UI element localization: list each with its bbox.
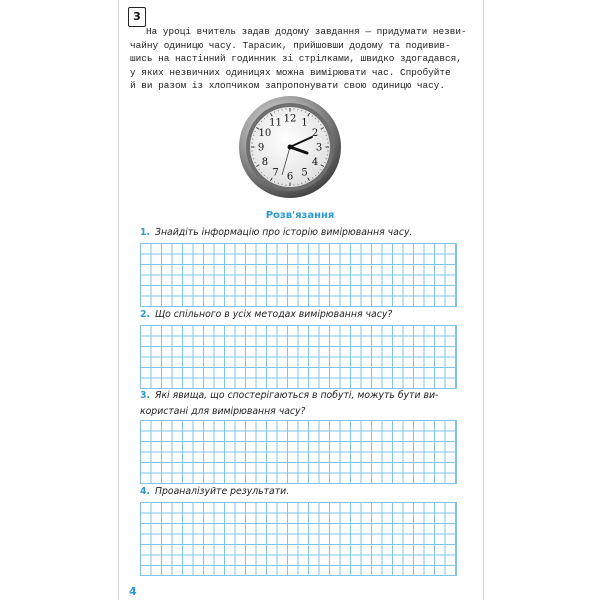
task-text-line: шись на настінний годинник зі стрілками, швидко здогадався,	[130, 53, 462, 65]
clock-center-pin	[288, 145, 293, 150]
clock-numeral: 6	[286, 171, 294, 183]
task-text-line: у яких незвичних одиницях можна вимірювати час. Спробуйте	[130, 66, 451, 78]
question-3	[140, 388, 480, 420]
clock-numeral: 2	[311, 128, 319, 139]
task-text-line: й ви разом із хлопчиком запропонувати свою одиницю часу.	[130, 80, 446, 92]
answer-grid-3[interactable]	[140, 420, 457, 484]
question-number: 3.	[140, 390, 151, 401]
question-text: користані для вимірювання часу?	[140, 406, 306, 417]
task-text-line: На уроці вчитель задав додому завдання — придумати незви-	[146, 26, 467, 37]
clock-numeral: 3	[315, 142, 323, 154]
question-number: 1.	[140, 227, 151, 238]
page-number: 4	[129, 585, 137, 598]
answer-grid-2[interactable]	[140, 325, 457, 389]
task-text	[130, 25, 474, 93]
solution-title: Розв'язання	[265, 210, 335, 221]
clock-numeral: 4	[311, 157, 319, 168]
clock-numeral: 10	[258, 128, 272, 139]
question-2	[140, 307, 480, 323]
task-text-line: чайну одиницю часу. Тарасик, прийшовши додому та подивив-	[130, 39, 451, 51]
question-text: Які явища, що спостерігаються в побуті, можуть бути ви-	[154, 390, 439, 401]
wall-clock-icon	[238, 95, 342, 199]
clock-numeral: 11	[269, 117, 282, 129]
answer-grid-4[interactable]	[140, 502, 457, 576]
question-4	[140, 484, 480, 500]
task-number-box: 3	[128, 7, 146, 27]
answer-grid-1[interactable]	[140, 243, 457, 307]
clock-numeral: 7	[272, 167, 279, 179]
clock-numeral: 12	[283, 113, 297, 125]
wall-clock-image	[238, 95, 342, 199]
question-1	[140, 225, 480, 241]
clock-numeral: 1	[301, 117, 308, 129]
question-text: Знайдіть інформацію про історію вимірювання часу.	[154, 227, 413, 238]
clock-numeral: 5	[301, 167, 308, 179]
question-text: Проаналізуйте результати.	[154, 486, 290, 497]
question-number: 2.	[140, 309, 151, 320]
clock-numeral: 9	[257, 142, 265, 154]
clock-numeral: 8	[261, 157, 269, 168]
question-number: 4.	[140, 486, 151, 497]
question-text: Що спільного в усіх методах вимірювання часу?	[154, 309, 393, 320]
